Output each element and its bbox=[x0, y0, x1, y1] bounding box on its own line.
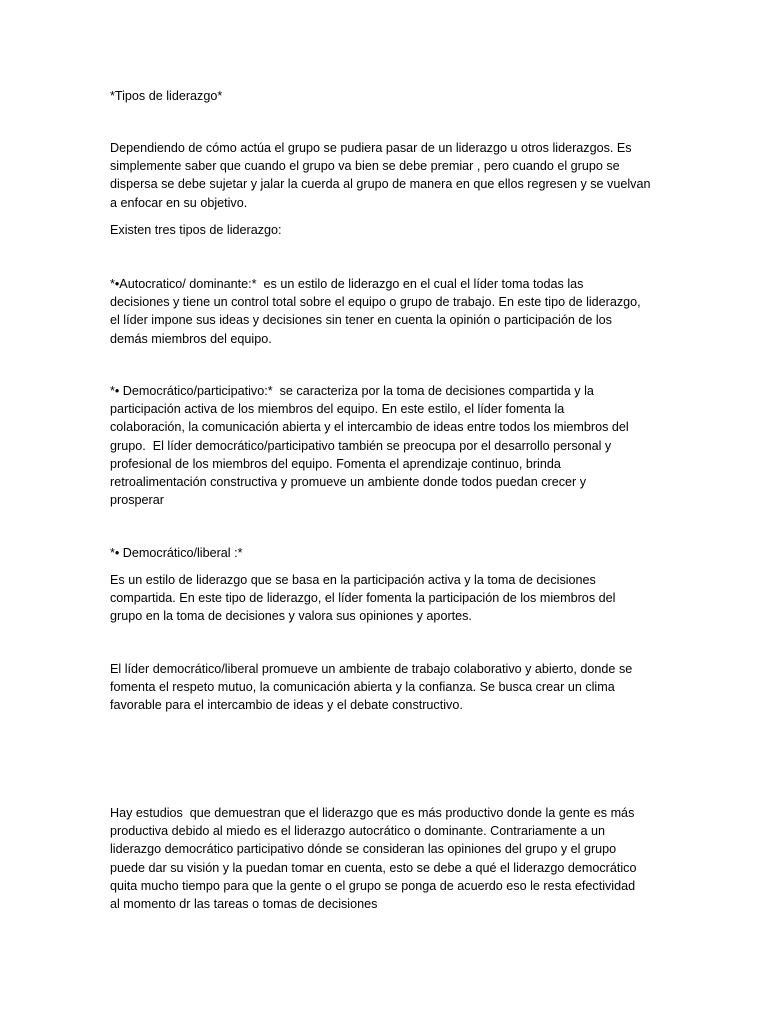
autocratico-paragraph: *•Autocratico/ dominante:* es un estilo de liderazgo en el cual el líder toma todas las decisiones y tiene un control total sobre el equipo o grupo de trabajo. En este tipo de liderazgo, el líder impone sus ideas y decisiones sin tener en cuenta la opinión o participación de los demás miembros del equipo. bbox=[110, 277, 641, 346]
democratico-liberal-paragraph-2: El líder democrático/liberal promueve un ambiente de trabajo colaborativo y abierto, donde se fomenta el respeto mutuo, la comunicación abierta y la confianza. Se busca crear un clima favorable para el intercambio de ideas y el debate constructivo. bbox=[110, 662, 633, 713]
democratico-participativo-paragraph: *• Democrático/participativo:* se caracteriza por la toma de decisiones compartida y la participación activa de los miembros del equipo. En este estilo, el líder fomenta la colaboración, la comunicación abierta y el intercambio de ideas entre todos los miembros del grupo. El líder democrático/participativo también se preocupa por el desarrollo personal y profesional de los miembros del equipo. Fomenta el aprendizaje continuo, brinda retroalimentación constructiva y promueve un ambiente donde todos puedan crecer y prosperar bbox=[110, 384, 629, 508]
democratico-liberal-heading: *• Democrático/liberal :* bbox=[110, 546, 243, 560]
intro-paragraph: Dependiendo de cómo actúa el grupo se pudiera pasar de un liderazgo u otros liderazgos. Es simplemente saber que cuando el grupo va bien se debe premiar , pero cuando el grupo se dispersa se debe sujetar y jalar la cuerda al grupo de manera en que ellos regresen y se vuelvan a enfocar en su objetivo. bbox=[110, 141, 651, 210]
document-title: *Tipos de liderazgo* bbox=[110, 89, 223, 103]
estudios-paragraph: Hay estudios que demuestran que el liderazgo que es más productivo donde la gente es más productiva debido al miedo es el liderazgo autocrático o dominante. Contrariamente a un liderazgo democrático participativo dónde se consideran las opiniones del grupo y el grupo puede dar su visión y la puedan tomar en cuenta, esto se debe a qué el liderazgo democrático quita mucho tiempo para que la gente o el grupo se ponga de acuerdo eso le resta efectividad al momento dr las tareas o tomas de decisiones bbox=[110, 806, 637, 912]
tres-tipos-paragraph: Existen tres tipos de liderazgo: bbox=[110, 223, 282, 237]
democratico-liberal-paragraph-1: Es un estilo de liderazgo que se basa en la participación activa y la toma de decisiones compartida. En este tipo de liderazgo, el líder fomenta la participación de los miembros del grupo en la toma de decisiones y valora sus opiniones y aportes. bbox=[110, 573, 616, 624]
